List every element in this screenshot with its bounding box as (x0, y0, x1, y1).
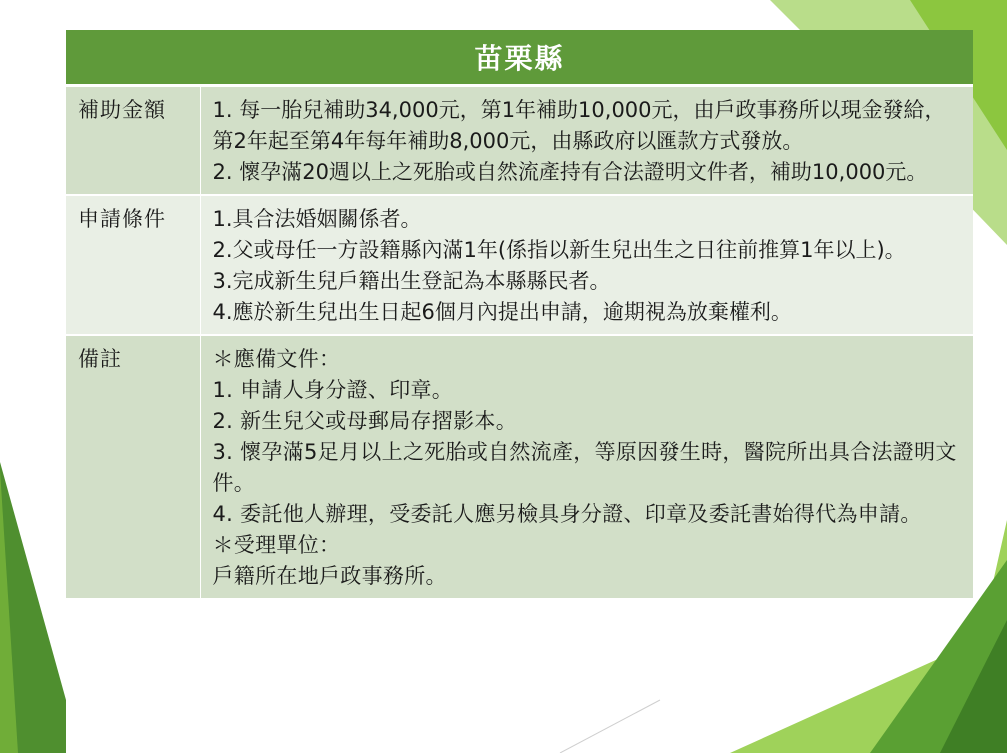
row-content (200, 335, 973, 598)
table-row-notes (66, 335, 973, 598)
row-label: 備註 (66, 335, 200, 598)
content-line: 1.具合法婚姻關係者。 (212, 207, 422, 231)
row-label: 申請條件 (66, 195, 200, 335)
row-label: 補助金額 (66, 86, 200, 196)
subsidy-table (66, 30, 973, 598)
content-line: 3.完成新生兒戶籍出生登記為本縣縣民者。 (212, 269, 611, 293)
content-line: ＊受理單位： (212, 533, 341, 557)
content-line: 2. 懷孕滿20週以上之死胎或自然流產持有合法證明文件者，補助10,000元。 (212, 160, 928, 184)
content-line: 戶籍所在地戶政事務所。 (212, 564, 447, 588)
table-title: 苗栗縣 (66, 30, 973, 86)
table-row-subsidy-amount (66, 86, 973, 196)
diagonal-guide-line (560, 700, 660, 753)
content-line: 4.應於新生兒出生日起6個月內提出申請，逾期視為放棄權利。 (212, 300, 792, 324)
content-line: 3. 懷孕滿5足月以上之死胎或自然流產，等原因發生時，醫院所出具合法證明文件。 (212, 440, 957, 495)
table-row-eligibility (66, 195, 973, 335)
content-line: 4. 委託他人辦理，受委託人應另檢具身分證、印章及委託書始得代為申請。 (212, 502, 922, 526)
content-line: 1. 每一胎兒補助34,000元，第1年補助10,000元，由戶政事務所以現金發給，第2年起至第4年每年補助8,000元，由縣政府以匯款方式發放。 (212, 98, 946, 153)
content-line: 2. 新生兒父或母郵局存摺影本。 (212, 409, 518, 433)
row-content (200, 86, 973, 196)
content-line: 1. 申請人身分證、印章。 (212, 378, 454, 402)
content-line: ＊應備文件： (212, 347, 341, 371)
row-content (200, 195, 973, 335)
content-line: 2.父或母任一方設籍縣內滿1年(係指以新生兒出生之日往前推算1年以上)。 (212, 238, 906, 262)
